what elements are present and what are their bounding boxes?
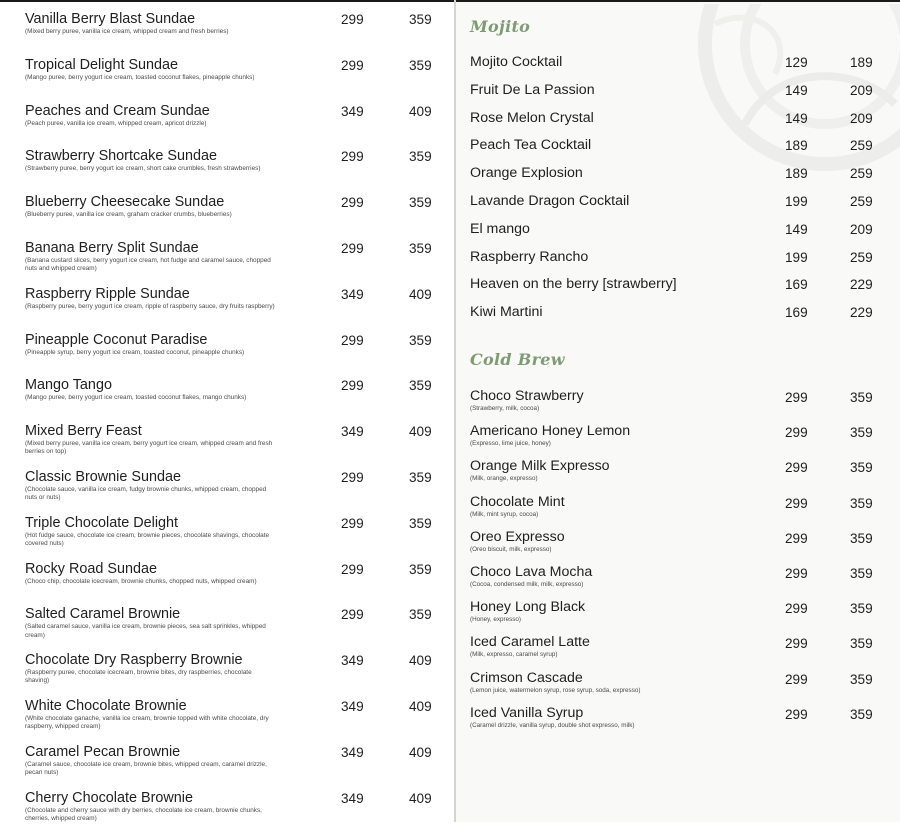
item-name: Blueberry Cheesecake Sundae	[25, 194, 225, 211]
price-small: 299	[341, 469, 364, 485]
item-name: Strawberry Shortcake Sundae	[25, 148, 217, 165]
menu-item	[470, 137, 890, 165]
item-name: Salted Caramel Brownie	[25, 606, 181, 623]
price-small: 149	[785, 82, 808, 98]
item-name: Peach Tea Cocktail	[470, 137, 592, 154]
price-large: 359	[850, 706, 873, 722]
item-name: Oreo Expresso	[470, 528, 565, 545]
price-small: 169	[785, 305, 808, 321]
menu-item	[470, 599, 890, 634]
item-description: (Mango puree, berry yogurt ice cream, toasted coconut flakes, mango chunks)	[25, 394, 247, 402]
price-small: 299	[785, 495, 808, 511]
price-large: 229	[850, 305, 873, 321]
price-large: 259	[850, 249, 873, 265]
price-large: 359	[409, 515, 432, 531]
menu-item	[25, 652, 445, 698]
item-description: (Caramel sauce, chocolate ice cream, brownie bites, whipped cream, caramel drizzle, pecan nuts)	[25, 760, 267, 776]
item-description: (Pineapple syrup, berry yogurt ice cream, toasted coconut, pineapple chunks)	[25, 348, 245, 356]
item-name: Orange Explosion	[470, 165, 583, 182]
price-small: 299	[785, 390, 808, 405]
menu-item	[25, 377, 445, 423]
price-large: 359	[850, 495, 873, 511]
item-name: Lavande Dragon Cocktail	[470, 192, 630, 209]
price-small: 349	[341, 103, 364, 119]
price-large: 359	[850, 601, 873, 617]
price-small: 299	[785, 565, 808, 581]
item-name: Vanilla Berry Blast Sundae	[25, 11, 196, 27]
menu-item	[25, 606, 445, 652]
menu-item	[25, 698, 445, 744]
price-large: 359	[409, 149, 432, 165]
item-description: (Peach puree, vanilla ice cream, whipped cream, apricot drizzle)	[25, 119, 207, 127]
menu-item	[470, 304, 890, 332]
price-large: 259	[850, 138, 873, 154]
menu-item	[470, 82, 890, 110]
menu-item	[25, 57, 445, 103]
item-description: (Mixed berry puree, vanilla ice cream, berry yogurt ice cream, whipped cream and fresh berries on top)	[25, 440, 273, 456]
item-name: Mango Tango	[25, 377, 112, 394]
item-name: El mango	[470, 220, 530, 237]
menu-item	[470, 193, 890, 221]
item-description: (Chocolate sauce, vanilla ice cream, fudgy brownie chunks, whipped cream, chopped nuts or nuts)	[25, 485, 267, 502]
menu-item	[470, 110, 890, 138]
menu-item	[470, 564, 890, 599]
menu-item	[25, 240, 445, 286]
item-name: Americano Honey Lemon	[470, 423, 631, 440]
item-description: (White chocolate ganache, vanilla ice cream, brownie topped with white chocolate, dry raspberry, whipped cream)	[25, 714, 269, 731]
price-large: 359	[850, 671, 873, 687]
menu-item	[470, 165, 890, 193]
price-small: 149	[785, 221, 808, 237]
price-large: 259	[850, 193, 873, 209]
price-small: 199	[785, 193, 808, 209]
item-name: Tropical Delight Sundae	[25, 56, 179, 73]
item-description: (Milk, orange, expresso)	[470, 475, 538, 483]
item-name: Kiwi Martini	[470, 304, 543, 321]
price-large: 409	[409, 424, 432, 440]
price-small: 299	[785, 601, 808, 617]
price-small: 349	[341, 286, 364, 302]
price-small: 199	[785, 249, 808, 265]
price-small: 299	[341, 149, 364, 165]
price-large: 409	[409, 103, 432, 119]
item-name: Fruit De La Passion	[470, 81, 595, 98]
menu-item	[25, 332, 445, 378]
menu-item	[470, 249, 890, 277]
price-large: 209	[850, 110, 873, 126]
price-large: 359	[850, 530, 873, 546]
price-small: 189	[785, 138, 808, 154]
item-description: (Banana custard slices, berry yogurt ice cream, hot fudge and caramel sauce, chopped nuts and whipped cream)	[25, 256, 271, 273]
menu-item	[25, 194, 445, 240]
menu-item	[470, 705, 890, 740]
price-small: 349	[341, 424, 364, 440]
price-large: 359	[409, 12, 432, 27]
price-small: 349	[341, 698, 364, 714]
price-small: 349	[341, 790, 364, 806]
menu-item	[25, 103, 445, 149]
item-name: Banana Berry Split Sundae	[25, 239, 199, 256]
item-description: (Oreo biscuit, milk, expresso)	[470, 545, 552, 553]
item-name: Choco Strawberry	[470, 388, 584, 404]
item-description: (Blueberry puree, vanilla ice cream, graham cracker crumbs, blueberries)	[25, 211, 232, 219]
menu-item	[470, 670, 890, 705]
price-large: 359	[409, 607, 432, 623]
price-large: 359	[850, 390, 873, 405]
item-name: Cherry Chocolate Brownie	[25, 789, 193, 806]
price-large: 359	[409, 332, 432, 348]
price-small: 299	[785, 530, 808, 546]
menu-item	[470, 423, 890, 458]
cold-brew-list	[470, 388, 890, 740]
item-description: (Honey, expresso)	[470, 616, 521, 624]
price-small: 299	[341, 57, 364, 73]
price-large: 189	[850, 55, 873, 70]
price-large: 359	[850, 425, 873, 441]
price-small: 299	[785, 671, 808, 687]
item-description: (Salted caramel sauce, vanilla ice cream, brownie pieces, sea salt sprinkles, whipped cream)	[25, 623, 266, 639]
menu-item	[25, 423, 445, 469]
item-name: Raspberry Ripple Sundae	[25, 285, 190, 302]
price-small: 169	[785, 277, 808, 293]
section-title-cold-brew: Cold Brew	[470, 350, 565, 369]
menu-item	[470, 529, 890, 564]
sundae-list	[25, 11, 445, 835]
price-small: 299	[785, 460, 808, 476]
section-title-mojito: Mojito	[470, 17, 531, 36]
price-large: 359	[409, 469, 432, 485]
price-small: 299	[785, 636, 808, 652]
menu-item	[25, 148, 445, 194]
price-small: 299	[785, 706, 808, 722]
item-name: Mixed Berry Feast	[25, 423, 142, 440]
item-description: (Chocolate and cherry sauce with dry berries, chocolate ice cream, brownie chunks, cherries, whipped cream)	[25, 806, 262, 822]
price-large: 229	[850, 277, 873, 293]
price-large: 409	[409, 790, 432, 806]
item-name: Peaches and Cream Sundae	[25, 102, 210, 119]
price-small: 299	[341, 12, 364, 27]
item-name: Caramel Pecan Brownie	[25, 743, 181, 760]
price-large: 409	[409, 653, 432, 669]
item-name: Rocky Road Sundae	[25, 560, 157, 577]
price-small: 129	[785, 55, 808, 70]
item-name: Chocolate Mint	[470, 493, 565, 510]
item-name: Chocolate Dry Raspberry Brownie	[25, 652, 243, 669]
item-description: (Expresso, lime juice, honey)	[470, 440, 551, 448]
item-description: (Raspberry puree, berry yogurt ice cream, ripple of raspberry sauce, dry fruits raspberry)	[25, 302, 275, 310]
item-name: Raspberry Rancho	[470, 248, 589, 265]
price-large: 359	[409, 57, 432, 73]
price-large: 409	[409, 698, 432, 714]
item-description: (Milk, expresso, caramel syrup)	[470, 651, 558, 659]
item-description: (Strawberry, milk, cocoa)	[470, 405, 540, 412]
price-small: 299	[341, 607, 364, 623]
menu-item	[470, 221, 890, 249]
item-name: Crimson Cascade	[470, 669, 583, 686]
price-small: 299	[341, 378, 364, 394]
top-border	[0, 0, 900, 2]
item-description: (Cocoa, condensed milk, milk, expresso)	[470, 580, 584, 588]
price-large: 359	[850, 636, 873, 652]
price-small: 299	[341, 561, 364, 577]
price-small: 349	[341, 653, 364, 669]
item-description: (Mango puree, berry yogurt ice cream, toasted coconut flakes, pineapple chunks)	[25, 73, 255, 81]
price-large: 359	[409, 240, 432, 256]
price-large: 209	[850, 221, 873, 237]
item-name: Rose Melon Crystal	[470, 109, 594, 126]
item-description: (Milk, mint syrup, cocoa)	[470, 510, 539, 518]
item-name: Mojito Cocktail	[470, 54, 563, 70]
menu-item	[25, 469, 445, 515]
menu-item	[25, 515, 445, 561]
item-name: White Chocolate Brownie	[25, 697, 187, 714]
menu-item	[25, 561, 445, 607]
item-name: Triple Chocolate Delight	[25, 514, 179, 531]
item-description: (Strawberry puree, berry yogurt ice cream, short cake crumbles, fresh strawberries)	[25, 165, 261, 173]
item-description: (Lemon juice, watermelon syrup, rose syrup, soda, expresso)	[470, 686, 641, 694]
price-small: 349	[341, 744, 364, 760]
price-large: 259	[850, 166, 873, 182]
mojito-list	[470, 54, 890, 332]
menu-item	[470, 276, 890, 304]
item-name: Iced Vanilla Syrup	[470, 704, 584, 721]
item-name: Heaven on the berry [strawberry]	[470, 276, 677, 293]
price-small: 299	[341, 332, 364, 348]
item-name: Choco Lava Mocha	[470, 563, 593, 580]
column-divider	[454, 0, 456, 822]
menu-item	[25, 11, 445, 57]
item-name: Honey Long Black	[470, 599, 586, 616]
item-name: Orange Milk Expresso	[470, 458, 610, 475]
item-description: (Mixed berry puree, vanilla ice cream, whipped cream and fresh berries)	[25, 28, 229, 35]
price-large: 359	[409, 378, 432, 394]
price-small: 149	[785, 110, 808, 126]
price-large: 359	[409, 561, 432, 577]
price-large: 409	[409, 744, 432, 760]
item-description: (Choco chip, chocolate icecream, brownie chunks, chopped nuts, whipped cream)	[25, 577, 257, 585]
menu-item	[25, 744, 445, 790]
item-name: Classic Brownie Sundae	[25, 468, 181, 485]
menu-item	[470, 634, 890, 669]
price-large: 359	[850, 565, 873, 581]
item-description: (Hot fudge sauce, chocolate ice cream, brownie pieces, chocolate shavings, chocolate covered nuts)	[25, 531, 270, 547]
price-large: 359	[850, 460, 873, 476]
menu-item	[25, 790, 445, 835]
price-small: 299	[341, 515, 364, 531]
menu-item	[470, 54, 890, 82]
menu-item	[470, 458, 890, 493]
menu-item	[470, 388, 890, 423]
price-small: 299	[341, 240, 364, 256]
price-small: 299	[341, 195, 364, 211]
item-name: Iced Caramel Latte	[470, 634, 590, 651]
item-description: (Raspberry puree, chocolate icecream, brownie bites, dry raspberries, chocolate shaving)	[25, 669, 252, 685]
menu-item	[25, 286, 445, 332]
price-large: 359	[409, 195, 432, 211]
menu-item	[470, 494, 890, 529]
price-large: 209	[850, 82, 873, 98]
price-large: 409	[409, 286, 432, 302]
price-small: 189	[785, 166, 808, 182]
item-description: (Caramel drizzle, vanilla syrup, double shot expresso, milk)	[470, 721, 635, 729]
price-small: 299	[785, 425, 808, 441]
item-name: Pineapple Coconut Paradise	[25, 331, 208, 348]
